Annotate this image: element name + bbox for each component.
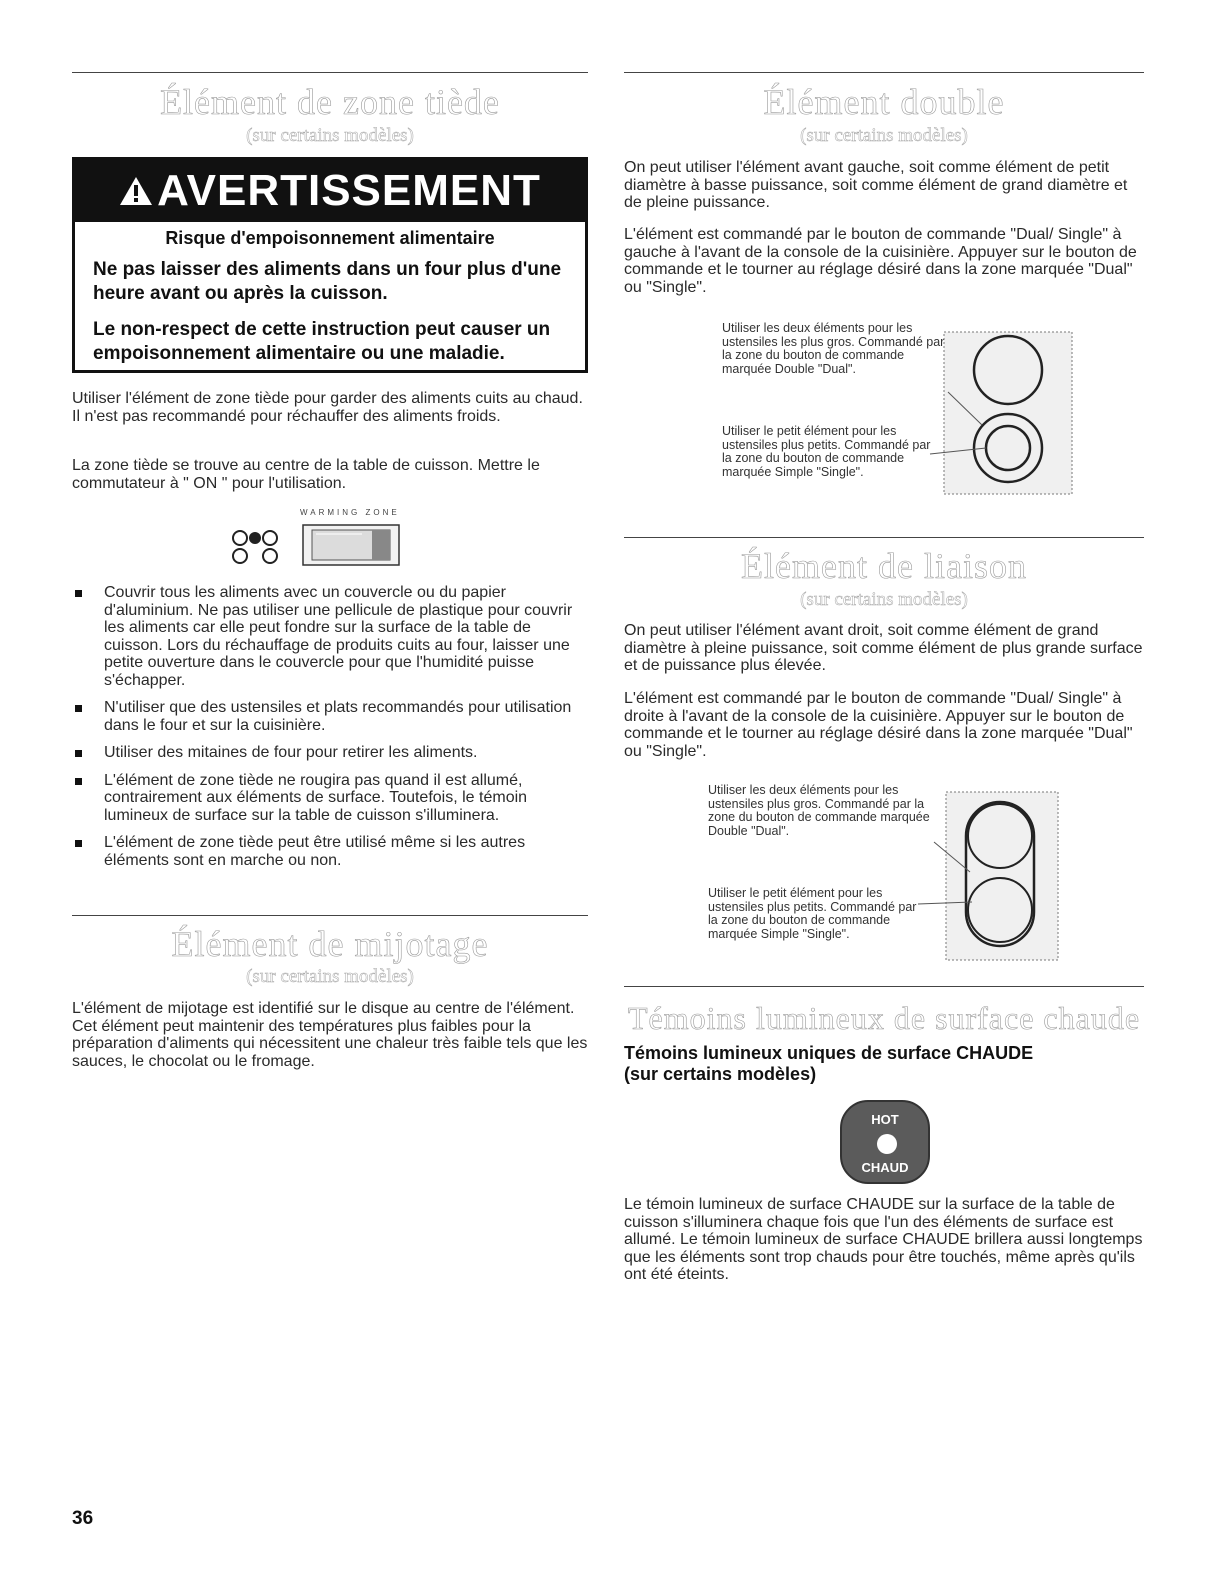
section-title: Élément de liaison [741, 546, 1027, 586]
warning-triangle-icon [119, 162, 153, 224]
page-number: 36 [72, 1508, 94, 1529]
double-paragraph-2: L'élément est commandé par le bouton de commande "Dual/ Single" à gauche à l'avant de la console de la cuisinière. Appuyer sur le bouton de commande et le tourner au réglage désiré dans la zone marquée "Dual" ou "Single". [624, 226, 1137, 296]
list-item [72, 584, 588, 689]
section-subtitle: (sur certains modèles) [246, 125, 414, 146]
simmer-paragraph: L'élément de mijotage est identifié sur le disque au centre de l'élément. Cet élément peut maintenir des températures plus faibles pour la préparation d'aliments qui nécessitent une chaleur très faible tels que les sauces, le chocolat ou le fromage. [72, 1000, 588, 1070]
section-rule [72, 72, 588, 73]
list-item [72, 744, 588, 762]
hot-dot-icon [877, 1134, 897, 1154]
double-element-diagram [900, 330, 1100, 500]
section-subtitle: (sur certains modèles) [800, 589, 968, 610]
warning-box [72, 157, 588, 373]
warming-bullet-list [72, 584, 588, 879]
section-subtitle: (sur certains modèles) [246, 966, 414, 987]
double-paragraph-1: On peut utiliser l'élément avant gauche, soit comme élément de petit diamètre à basse puissance, soit comme élément de grand diamètre et de pleine puissance. [624, 159, 1128, 211]
bridge-paragraph-2: L'élément est commandé par le bouton de commande "Dual/ Single" à droite à l'avant de la console de la cuisinière. Appuyer sur le bouton de commande et le tourner au réglage désiré dans la zone marquée "Dual" ou "Single". [624, 690, 1133, 760]
section-rule [624, 537, 1144, 538]
warning-heading-text: AVERTISSEMENT [157, 166, 541, 215]
section-subtitle: (sur certains modèles) [800, 125, 968, 146]
bridge-callout-single: Utiliser le petit élément pour les ustensiles plus petits. Commandé par la zone du bouton de commande marquée Simple "Single". [708, 886, 917, 941]
chaud-label: CHAUD [861, 1160, 909, 1175]
section-title: Élément de mijotage [171, 924, 489, 964]
warming-zone-diagram [230, 508, 420, 570]
list-item-text: L'élément de zone tiède ne rougira pas quand il est allumé, contrairement aux éléments de surface. Toutefois, le témoin lumineux de surface sur la table de cuisson s'illuminera. [104, 771, 528, 824]
hot-paragraph: Le témoin lumineux de surface CHAUDE sur la surface de la table de cuisson s'illuminera chaque fois que l'un des éléments de surface est allumé. Le témoin lumineux de surface CHAUDE brillera aussi longtemps que les éléments sont trop chauds pour être touchés, même après qu'ils ont été éteints. [624, 1196, 1143, 1283]
section-rule [624, 72, 1144, 73]
section-title: Élément double [763, 82, 1005, 122]
section-rule [72, 915, 588, 916]
section-title: Témoins lumineux de surface chaude [627, 1000, 1141, 1036]
list-item-text: L'élément de zone tiède peut être utilisé même si les autres éléments sont en marche ou non. [104, 834, 526, 869]
double-callout-single: Utiliser le petit élément pour les ustensiles plus petits. Commandé par la zone du bouton de commande marquée Simple "Single". [722, 424, 931, 479]
list-item-text: Couvrir tous les aliments avec un couvercle ou du papier d'aluminium. Ne pas utiliser une pellicule de plastique pour couvrir les aliments car elle peut fondre sur la surface de la table de cuisson. Lors du réchauffage de produits cuits au four, laisser une petite ouverture dans le couvercle pour que l'humidité puisse s'échapper. [104, 584, 573, 689]
double-callout-dual: Utiliser les deux éléments pour les ustensiles les plus gros. Commandé par la zone du bouton de commande marquée Double "Dual". [722, 321, 945, 376]
bridge-paragraph-1: On peut utiliser l'élément avant droit, soit comme élément de grand diamètre à pleine puissance, soit comme élément de plus grande surface et de puissance plus élevée. [624, 622, 1143, 674]
bullet-square-icon [75, 750, 82, 757]
list-item [72, 699, 588, 734]
list-item [72, 834, 588, 869]
list-item-text: N'utiliser que des ustensiles et plats recommandés pour utilisation dans le four et sur la cuisinière. [104, 699, 572, 734]
warning-line-2: Le non-respect de cette instruction peut causer un empoisonnement alimentaire ou une maladie. [93, 319, 551, 364]
hot-indicator-icon [840, 1100, 930, 1184]
bullet-square-icon [75, 778, 82, 785]
bridge-callout-dual: Utiliser les deux éléments pour les ustensiles plus gros. Commandé par la zone du bouton de commande marquée Double "Dual". [708, 783, 930, 838]
warning-subheading: Risque d'empoisonnement alimentaire [165, 228, 495, 248]
hot-heading: Témoins lumineux uniques de surface CHAUDE (sur certains modèles) [624, 1043, 1034, 1084]
warming-paragraph-2: La zone tiède se trouve au centre de la table de cuisson. Mettre le commutateur à " ON " pour l'utilisation. [72, 457, 540, 492]
list-item-text: Utiliser des mitaines de four pour retirer les aliments. [104, 744, 478, 761]
bridge-element-diagram [890, 790, 1090, 965]
bullet-square-icon [75, 590, 82, 597]
warming-zone-indicator-icon [302, 524, 402, 568]
warming-zone-label: WARMING ZONE [300, 508, 400, 517]
section-title: Élément de zone tiède [160, 82, 500, 122]
list-item [72, 772, 588, 825]
bullet-square-icon [75, 705, 82, 712]
warning-line-1: Ne pas laisser des aliments dans un four plus d'une heure avant ou après la cuisson. [93, 259, 562, 304]
hot-label: HOT [871, 1112, 899, 1127]
bullet-square-icon [75, 840, 82, 847]
warming-paragraph-1: Utiliser l'élément de zone tiède pour garder des aliments cuits au chaud. Il n'est pas recommandé pour réchauffer des aliments froids. [72, 390, 583, 425]
warning-heading [75, 160, 585, 222]
section-rule [624, 986, 1144, 987]
burner-layout-icon [230, 526, 290, 566]
